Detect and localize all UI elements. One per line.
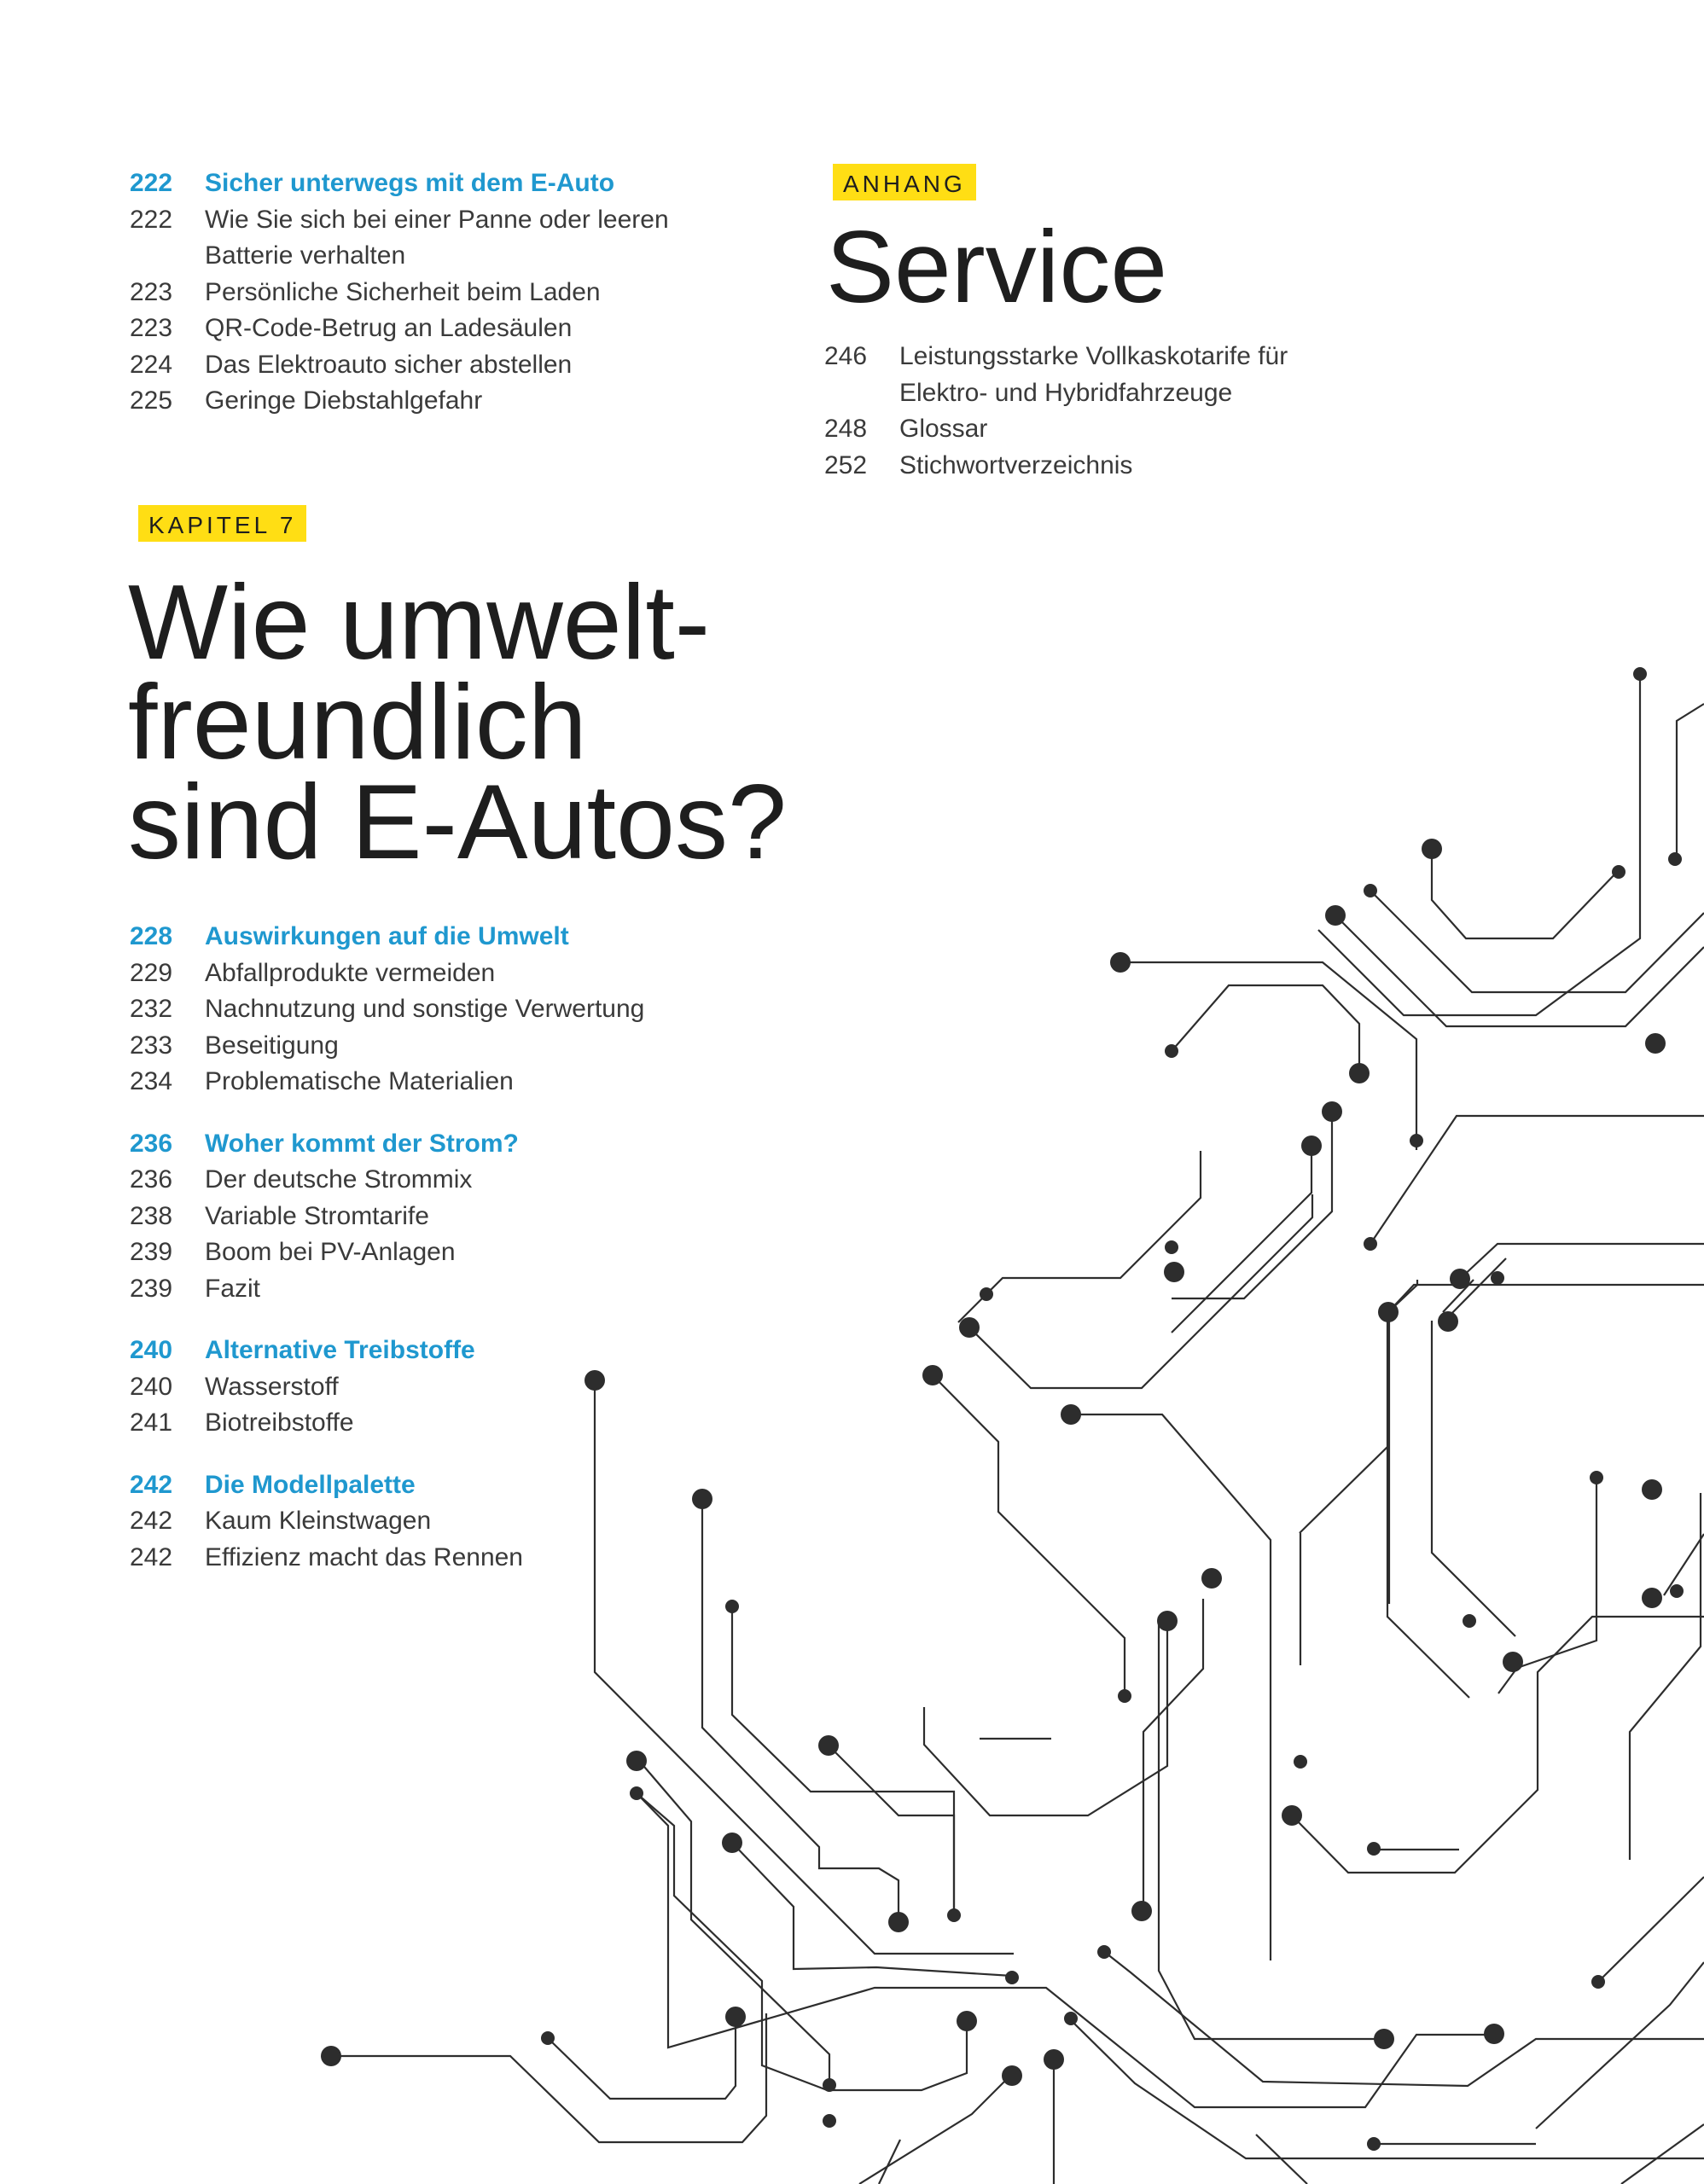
- entry-title: Beseitigung: [205, 1031, 339, 1060]
- toc-entry[interactable]: [824, 448, 1370, 485]
- toc-entry[interactable]: [130, 1540, 727, 1577]
- toc-section: [130, 1126, 727, 1308]
- page-number: 236: [130, 1165, 173, 1194]
- entry-title: Abfallprodukte vermeiden: [205, 958, 496, 987]
- page-number: 238: [130, 1201, 173, 1230]
- entry-title: Fazit: [205, 1274, 261, 1303]
- page-number: 233: [130, 1031, 173, 1060]
- toc-entry[interactable]: [130, 311, 727, 347]
- appendix-label: ANHANG: [833, 164, 976, 200]
- entry-title: Glossar: [899, 415, 988, 443]
- toc-section: [130, 919, 727, 1101]
- page-number: 252: [824, 450, 868, 479]
- page-number: 236: [130, 1129, 173, 1158]
- entry-title: Boom bei PV-Anlagen: [205, 1238, 456, 1266]
- toc-entry[interactable]: [130, 1369, 727, 1406]
- page-number: 240: [130, 1372, 173, 1401]
- toc-section-heading[interactable]: [130, 1333, 727, 1369]
- toc-entry[interactable]: [130, 1199, 727, 1235]
- page-number: 222: [130, 169, 173, 197]
- toc-entry[interactable]: [130, 202, 727, 275]
- page-number: 225: [130, 386, 173, 415]
- toc-entry[interactable]: [130, 956, 727, 992]
- section-title: Die Modellpalette: [205, 1470, 416, 1499]
- entry-title: Nachnutzung und sonstige Verwertung: [205, 995, 645, 1023]
- page-number: 222: [130, 205, 173, 234]
- chapter-title-line: freundlich: [128, 664, 587, 781]
- page-number: 242: [130, 1542, 173, 1571]
- toc-entry[interactable]: [130, 1064, 727, 1101]
- entry-title: Geringe Diebstahlgefahr: [205, 386, 483, 415]
- page-number: 248: [824, 415, 868, 443]
- toc-section-heading[interactable]: [130, 1126, 727, 1163]
- entry-title: Leistungsstarke Vollkaskotarife für Elektro- und Hybridfahrzeuge: [899, 342, 1288, 407]
- toc-entry[interactable]: [130, 1162, 727, 1199]
- page-number: 239: [130, 1238, 173, 1266]
- toc-entry[interactable]: [130, 1028, 727, 1065]
- section-title: Woher kommt der Strom?: [205, 1129, 519, 1158]
- page-number: 240: [130, 1336, 173, 1364]
- page-number: 228: [130, 922, 173, 950]
- entry-title: Das Elektroauto sicher abstellen: [205, 350, 573, 379]
- entry-title: Problematische Materialien: [205, 1067, 514, 1095]
- entry-title: Variable Stromtarife: [205, 1201, 429, 1230]
- toc-section-heading[interactable]: [130, 919, 727, 956]
- toc-entry[interactable]: [130, 347, 727, 384]
- toc-appendix: [824, 339, 1370, 484]
- entry-title: Effizienz macht das Rennen: [205, 1542, 523, 1571]
- toc-entry[interactable]: [130, 275, 727, 311]
- chapter-title: [128, 564, 787, 881]
- toc-section: [130, 1467, 727, 1577]
- toc-entry[interactable]: [130, 383, 727, 420]
- entry-title: Wasserstoff: [205, 1372, 339, 1401]
- toc-entry[interactable]: [824, 339, 1370, 411]
- entry-title: Kaum Kleinstwagen: [205, 1507, 432, 1535]
- page-number: 224: [130, 350, 173, 379]
- toc-section-safety: [130, 166, 727, 420]
- toc-entry[interactable]: [130, 1503, 727, 1540]
- toc-section-heading[interactable]: [130, 166, 727, 202]
- chapter-label: KAPITEL 7: [138, 505, 306, 542]
- chapter-title-line: sind E-Autos?: [128, 764, 787, 881]
- toc-entry[interactable]: [130, 1405, 727, 1442]
- entry-title: Wie Sie sich bei einer Panne oder leeren Batterie verhalten: [205, 205, 669, 270]
- page-number: 234: [130, 1067, 173, 1095]
- page-number: 223: [130, 277, 173, 306]
- toc-section-heading[interactable]: [130, 1467, 727, 1504]
- appendix-title: Service: [826, 210, 1168, 324]
- toc-entry[interactable]: [130, 1271, 727, 1308]
- section-title: Sicher unterwegs mit dem E-Auto: [205, 169, 615, 197]
- section-title: Auswirkungen auf die Umwelt: [205, 922, 569, 950]
- page-number: 242: [130, 1507, 173, 1535]
- entry-title: Biotreibstoffe: [205, 1409, 354, 1437]
- toc-entry[interactable]: [130, 1234, 727, 1271]
- page-number: 229: [130, 958, 173, 987]
- page-number: 242: [130, 1470, 173, 1499]
- entry-title: Persönliche Sicherheit beim Laden: [205, 277, 601, 306]
- section-title: Alternative Treibstoffe: [205, 1336, 475, 1364]
- page-number: 232: [130, 995, 173, 1023]
- page-number: 239: [130, 1274, 173, 1303]
- chapter-title-line: Wie umwelt-: [128, 564, 711, 682]
- page-number: 246: [824, 342, 868, 370]
- toc-entry[interactable]: [824, 411, 1370, 448]
- entry-title: Der deutsche Strommix: [205, 1165, 473, 1194]
- entry-title: Stichwortverzeichnis: [899, 450, 1133, 479]
- page-number: 241: [130, 1409, 173, 1437]
- toc-chapter-sections: [130, 919, 727, 1601]
- toc-entry[interactable]: [130, 991, 727, 1028]
- page-number: 223: [130, 314, 173, 342]
- toc-section: [130, 1333, 727, 1442]
- entry-title: QR-Code-Betrug an Ladesäulen: [205, 314, 573, 342]
